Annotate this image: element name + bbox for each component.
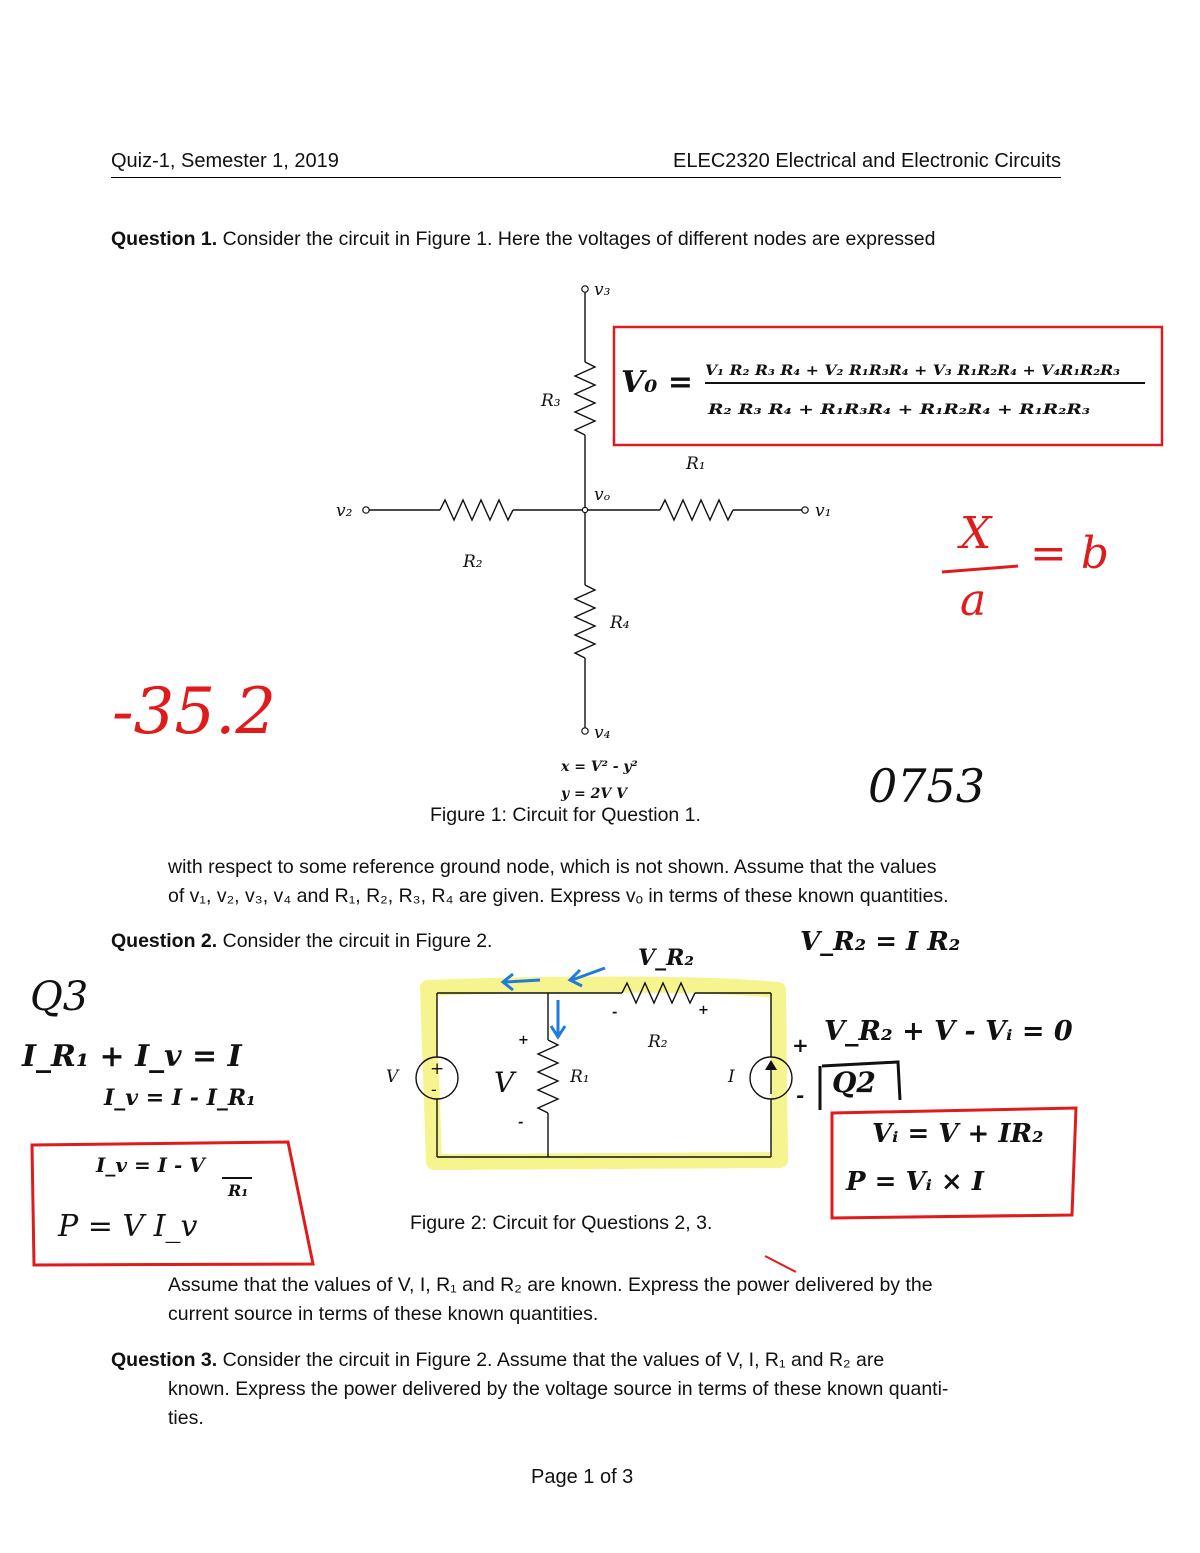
score-annotation: -35.2 — [112, 675, 277, 749]
q3-label: Question 3. — [111, 1349, 218, 1371]
fig2-is-plus: + — [792, 1033, 809, 1057]
label-r2: R₂ — [463, 552, 483, 572]
fig2-r1-plus: + — [518, 1033, 529, 1048]
x-over-a-denominator: a — [960, 575, 987, 626]
figure-2-caption: Figure 2: Circuit for Questions 2, 3. — [410, 1212, 713, 1234]
p-box-equation: P = V I_v — [58, 1209, 198, 1244]
vo-numerator: V₁ R₂ R₃ R₄ + V₂ R₁R₃R₄ + V₃ R₁R₂R₄ + V₄R₁R₂R₃ — [705, 363, 1120, 379]
fig2-hand-v: V — [494, 1066, 515, 1099]
p-vi-equation: P = Vᵢ × I — [846, 1167, 984, 1197]
arrow-left-1 — [505, 980, 540, 982]
q3-line-2: known. Express the power delivered by the voltage source in terms of these known quanti- — [168, 1378, 949, 1400]
vr2-equation: V_R₂ = I R₂ — [800, 927, 961, 957]
fig2-r1-minus: - — [518, 1115, 524, 1130]
fig2-is-minus: - — [796, 1083, 805, 1107]
q1-cont-line-1: with respect to some reference ground node, which is not shown. Assume that the values — [168, 856, 937, 878]
vo-lhs: V₀ = — [621, 365, 693, 400]
label-r1: R₁ — [686, 454, 706, 474]
xy-line-1: x = V² - y² — [561, 759, 638, 775]
q2-tag: Q2 — [832, 1066, 876, 1099]
label-v2: v₂ — [336, 501, 353, 521]
iv-box-equation: I_v = I - V — [96, 1153, 205, 1177]
q2-cont-line-2: current source in terms of these known quantities. — [168, 1303, 599, 1325]
resistor-r1-fig2 — [538, 1040, 558, 1113]
xy-line-2: y = 2V V — [561, 786, 627, 802]
kvl-equation: V_R₂ + V - Vᵢ = 0 — [824, 1016, 1073, 1047]
q2-intro: Consider the circuit in Figure 2. — [222, 930, 493, 952]
q1-label: Question 1. — [111, 228, 218, 250]
label-v3: v₃ — [594, 280, 611, 300]
fig2-r2-plus: + — [698, 1003, 709, 1018]
x-over-a-numerator: X — [960, 508, 992, 559]
vs-plus: + — [430, 1059, 445, 1079]
fig2-r2-minus: - — [612, 1005, 618, 1020]
fig2-label-r2: R₂ — [648, 1032, 668, 1052]
page-number: Page 1 of 3 — [531, 1466, 634, 1488]
header-left: Quiz-1, Semester 1, 2019 — [111, 150, 339, 172]
x-over-a-rhs: = b — [1030, 528, 1110, 579]
q1-cont-line-2: of v₁, v₂, v₃, v₄ and R₁, R₂, R₃, R₄ are given. Express vₒ in terms of these known quantities. — [168, 885, 949, 907]
label-v4: v₄ — [594, 723, 611, 743]
code-annotation: 0753 — [868, 759, 986, 813]
q1-intro: Consider the circuit in Figure 1. Here the voltages of different nodes are expressed — [222, 228, 936, 250]
figure-1-caption: Figure 1: Circuit for Question 1. — [430, 804, 701, 826]
label-r4: R₄ — [610, 613, 630, 633]
fig2-label-r1: R₁ — [570, 1067, 590, 1087]
stray-red-mark — [765, 1256, 796, 1272]
q3-line-1-wrap — [111, 1346, 884, 1375]
fig2-label-i: I — [728, 1067, 735, 1087]
vi-equation: Vᵢ = V + IR₂ — [872, 1119, 1044, 1149]
fig2-vr2: V_R₂ — [638, 945, 694, 971]
label-r3: R₃ — [541, 391, 561, 411]
label-vo: vₒ — [594, 485, 611, 505]
q3-line-1: Consider the circuit in Figure 2. Assume that the values of V, I, R₁ and R₂ are — [222, 1349, 885, 1371]
iv-box-denominator: R₁ — [228, 1181, 249, 1200]
header-right: ELEC2320 Electrical and Electronic Circuits — [673, 150, 1061, 172]
vs-minus: - — [431, 1080, 437, 1100]
q2-label: Question 2. — [111, 930, 218, 952]
label-v1: v₁ — [815, 501, 832, 521]
q3-line-3: ties. — [168, 1407, 204, 1429]
fig2-label-v: V — [386, 1067, 399, 1087]
iv-equation: I_v = I - I_R₁ — [104, 1085, 256, 1111]
q3-tag: Q3 — [30, 974, 89, 1020]
ir1-equation: I_R₁ + I_v = I — [22, 1039, 242, 1074]
vo-denominator: R₂ R₃ R₄ + R₁R₃R₄ + R₁R₂R₄ + R₁R₂R₃ — [706, 402, 1090, 418]
q2-cont-line-1: Assume that the values of V, I, R₁ and R₂ are known. Express the power delivered by the — [168, 1274, 933, 1296]
